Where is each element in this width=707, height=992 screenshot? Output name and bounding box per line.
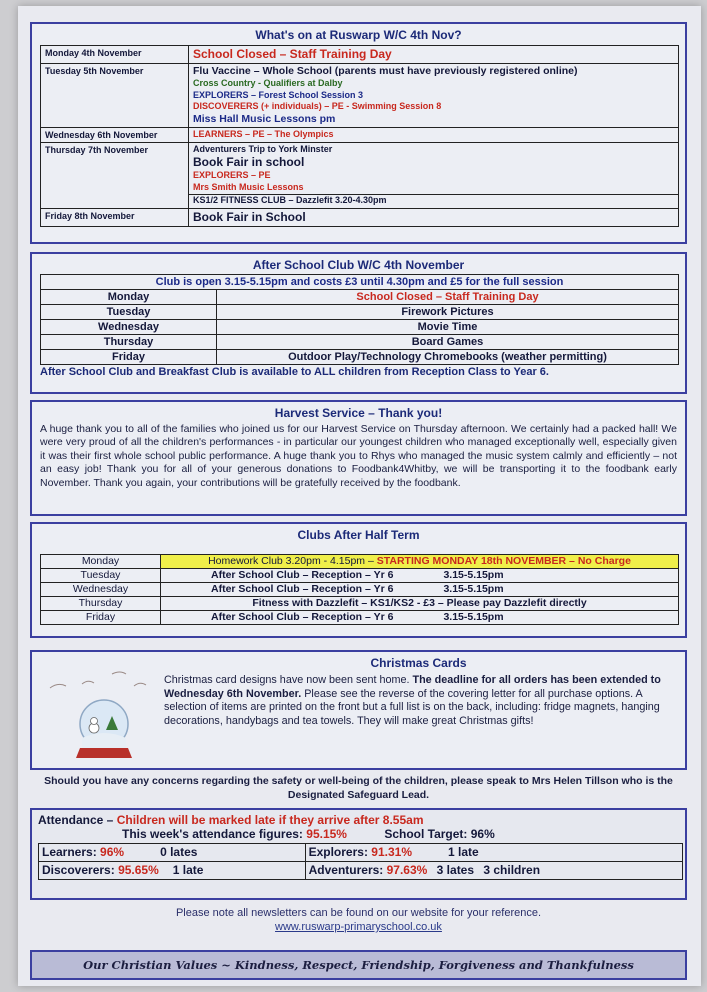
class-attendance: Adventurers: 97.63% 3 lates 3 children [305, 862, 682, 880]
table-row [41, 555, 679, 569]
table-row [41, 597, 679, 611]
day-cell: Monday [41, 290, 217, 305]
clubs-section [30, 522, 687, 638]
class-attendance: Explorers: 91.31% 1 late [305, 844, 682, 862]
after-school-note: After School Club and Breakfast Club is available to ALL children from Reception Class to Year 6. [40, 366, 549, 378]
highlight-text: STARTING MONDAY 18th NOVEMBER – No Charge [376, 555, 631, 567]
after-school-table [40, 274, 679, 365]
attendance-section [30, 808, 687, 900]
table-row [41, 569, 679, 583]
event-text: LEARNERS – PE – The Olympics [193, 128, 334, 139]
activity-cell: Homework Club 3.20pm - 4.15pm – STARTING MONDAY 18th NOVEMBER – No Charge [161, 555, 679, 569]
event-text: Book Fair in School [193, 209, 306, 224]
event-text: EXPLORERS – PE [193, 170, 271, 180]
whats-on-section [30, 22, 687, 244]
table-row [41, 275, 679, 290]
table-row [41, 64, 679, 128]
event-text: Adventurers Trip to York Minster [193, 143, 333, 154]
class-attendance: Learners: 96% 0 lates [39, 844, 306, 862]
activity-cell: Fitness with Dazzlefit – KS1/KS2 - £3 – Please pay Dazzlefit directly [161, 597, 679, 611]
day-cell: Monday [41, 555, 161, 569]
activity-cell: Movie Time [217, 320, 679, 335]
clubs-table [40, 554, 679, 625]
activity-cell: Outdoor Play/Technology Chromebooks (weather permitting) [217, 350, 679, 365]
clubs-title: Clubs After Half Term [297, 528, 420, 542]
table-row [39, 844, 683, 862]
day-cell: Wednesday 6th November [41, 127, 189, 142]
day-cell: Wednesday [41, 320, 217, 335]
activity-cell: After School Club – Reception – Yr 6 3.15-5.15pm [161, 583, 679, 597]
christmas-text: Christmas card designs have now been sent home. The deadline for all orders has been extended to Wednesday 6th November. Please see the reverse of the covering letter for all purchase options. A selection of items are printed on the front but a full list is on the back, including: fridge magnets, hanging decorations, handybags and tea towels. They will make great Christmas gifts! [164, 674, 661, 727]
day-cell: Friday [41, 611, 161, 625]
day-cell: Thursday 7th November [41, 142, 189, 208]
christian-values-banner: Our Christian Values ~ Kindness, Respect, Friendship, Forgiveness and Thankfulness [30, 950, 687, 980]
day-cell: Thursday [41, 597, 161, 611]
day-cell: Friday [41, 350, 217, 365]
table-row [41, 46, 679, 64]
attendance-figures: This week's attendance figures: 95.15% School Target: 96% [122, 827, 495, 841]
snow-globe-illustration [42, 666, 162, 764]
table-row [39, 862, 683, 880]
event-text: School Closed – Staff Training Day [193, 47, 392, 61]
table-row [41, 290, 679, 305]
day-cell: Tuesday 5th November [41, 64, 189, 128]
attendance-heading: Attendance – Children will be marked late if they arrive after 8.55am [38, 813, 424, 827]
whats-on-title: What's on at Ruswarp W/C 4th Nov? [255, 28, 462, 42]
price-line: Club is open 3.15-5.15pm and costs £3 until 4.30pm and £5 for the full session [41, 275, 679, 290]
event-text: EXPLORERS – Forest School Session 3 [193, 89, 364, 100]
day-cell: Friday 8th November [41, 208, 189, 226]
harvest-body: A huge thank you to all of the families who joined us for our Harvest Service on Thursday afternoon. We certainly had a packed hall! We were very proud of all the children's performances - in particular our youngest children who managed exceptionally well, especially given it was their first whole school public performance. A huge thank you to Rhys who managed the music system calmly and efficiently – not an easy job! Thank you for all of your generous donations to Foodbank4Whitby, we will be transporting it to the foodbank early November. Thank you again, your contributions will be gratefully received by the foodbank. [40, 423, 677, 489]
table-row [41, 611, 679, 625]
footer-note: Please note all newsletters can be found on our website for your reference. [175, 907, 542, 919]
event-text: DISCOVERERS (+ individuals) – PE - Swimming Session 8 [193, 101, 442, 111]
table-row [41, 350, 679, 365]
christmas-section [30, 650, 687, 770]
safeguarding-note: Should you have any concerns regarding the safety or well-being of the children, please speak to Mrs Helen Tillson who is the Designated Safeguard Lead. [44, 775, 673, 801]
class-attendance: Discoverers: 95.65% 1 late [39, 862, 306, 880]
activity-cell: Board Games [217, 335, 679, 350]
day-cell: Thursday [41, 335, 217, 350]
event-text: KS1/2 FITNESS CLUB – Dazzlefit 3.20-4.30pm [189, 194, 678, 207]
event-text: Mrs Smith Music Lessons [193, 181, 304, 192]
day-cell: Tuesday [41, 569, 161, 583]
christmas-deadline: The deadline for all orders has been extended to Wednesday 6th November. [164, 674, 661, 700]
harvest-section [30, 400, 687, 516]
table-row [41, 127, 679, 142]
activity-cell: Firework Pictures [217, 305, 679, 320]
after-school-section [30, 252, 687, 394]
school-target: School Target: 96% [384, 827, 495, 841]
table-row [41, 142, 679, 208]
day-cell: Monday 4th November [41, 46, 189, 64]
table-row [41, 208, 679, 226]
table-row [41, 335, 679, 350]
event-text: Cross Country - Qualifiers at Dalby [193, 78, 343, 88]
table-row [41, 320, 679, 335]
harvest-title: Harvest Service – Thank you! [274, 406, 443, 420]
christmas-title: Christmas Cards [370, 656, 467, 670]
after-school-title: After School Club W/C 4th November [252, 258, 465, 272]
activity-cell: After School Club – Reception – Yr 6 3.15-5.15pm [161, 569, 679, 583]
table-row [41, 305, 679, 320]
attendance-figure: 95.15% [306, 827, 347, 841]
event-text: Miss Hall Music Lessons pm [193, 112, 336, 125]
late-note: Children will be marked late if they arrive after 8.55am [116, 813, 424, 827]
attendance-table [38, 843, 683, 880]
footer [30, 906, 687, 934]
event-text: Flu Vaccine – Whole School (parents must have previously registered online) [193, 65, 578, 77]
day-cell: Tuesday [41, 305, 217, 320]
day-cell: Wednesday [41, 583, 161, 597]
table-row [41, 583, 679, 597]
activity-cell: After School Club – Reception – Yr 6 3.15-5.15pm [161, 611, 679, 625]
whats-on-table [40, 45, 679, 227]
activity-cell: School Closed – Staff Training Day [217, 290, 679, 305]
website-link[interactable]: www.ruswarp-primaryschool.co.uk [275, 921, 442, 933]
event-text: Book Fair in school [193, 155, 305, 169]
